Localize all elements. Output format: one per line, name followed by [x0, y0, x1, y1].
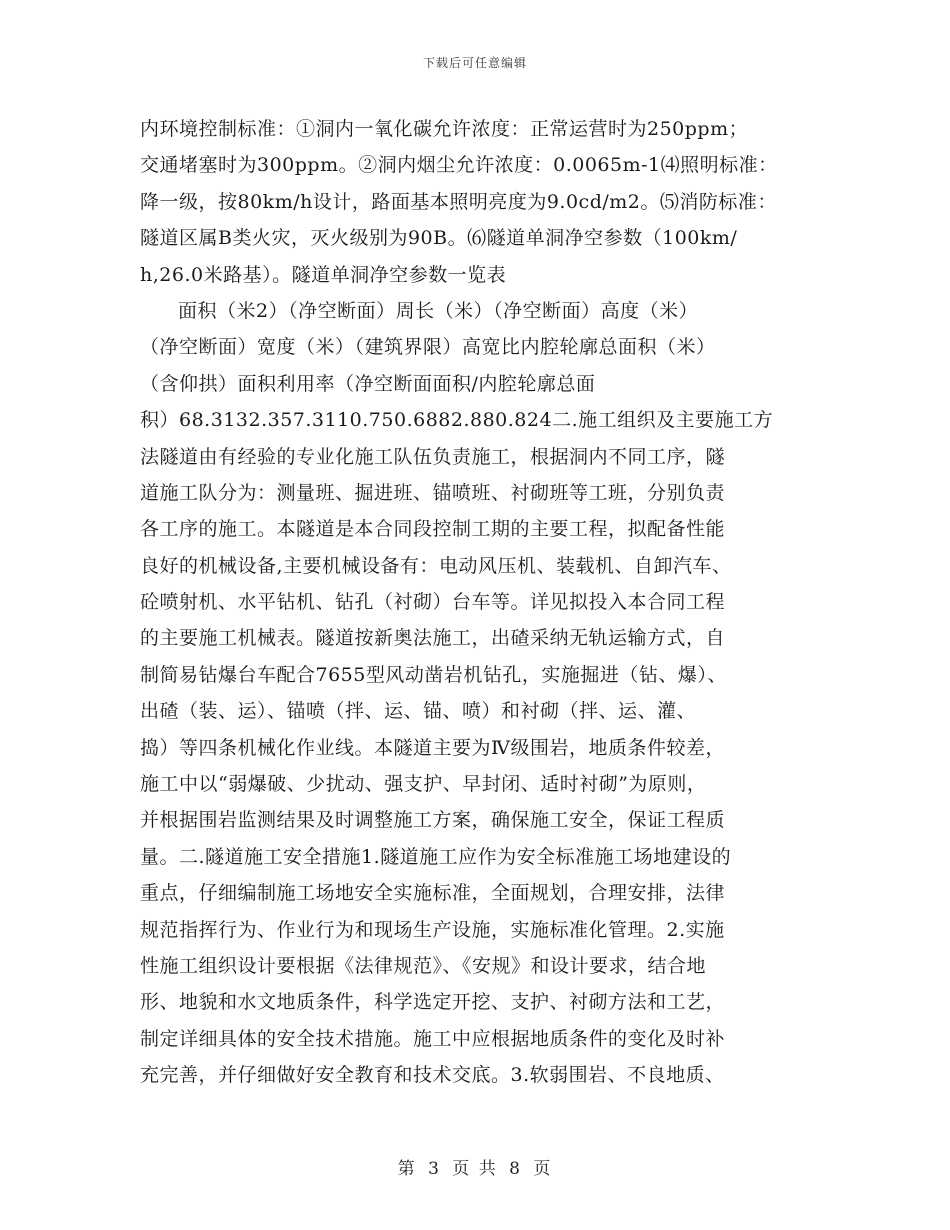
footer-middle: 页 共	[452, 1159, 498, 1179]
body-line: （含仰拱）面积利用率（净空断面面积/内腔轮廓总面	[140, 372, 596, 395]
body-line: 道施工队分为：测量班、掘进班、锚喷班、衬砌班等工班，分别负责	[140, 481, 726, 504]
body-line: 施工中以“弱爆破、少扰动、强支护、早封闭、适时衬砌”为原则，	[140, 773, 707, 796]
body-line: 形、地貌和水文地质条件，科学选定开挖、支护、衬砌方法和工艺，	[140, 991, 726, 1014]
page-header: 下载后可任意编辑	[422, 56, 527, 70]
body-line: 制定详细具体的安全技术措施。施工中应根据地质条件的变化及时补	[140, 1027, 726, 1050]
body-line: 内环境控制标准：①洞内一氧化碳允许浓度：正常运营时为250ppm；	[140, 118, 749, 140]
body-line: 性施工组织设计要根据《法律规范》、《安规》和设计要求，结合地	[140, 954, 707, 977]
body-line: 降一级，按80km/h设计，路面基本照明亮度为9.0cd/m2。⑸消防标准：	[140, 190, 777, 213]
body-line: h,26.0米路基）。隧道单洞净空参数一览表	[140, 263, 507, 286]
body-line: 重点，仔细编制施工场地安全实施标准，全面规划，合理安排，法律	[140, 882, 726, 905]
body-line: 砼喷射机、水平钻机、钻孔（衬砌）台车等。详见拟投入本合同工程	[140, 591, 726, 614]
body-line: 制简易钻爆台车配合7655型风动凿岩机钻孔，实施掘进（钻、爆）、	[140, 663, 727, 686]
body-line: 积）68.3132.357.3110.750.6882.880.824二.施工组织及主要施工方	[140, 409, 774, 432]
body-line: 的主要施工机械表。隧道按新奥法施工，出碴采纳无轨运输方式，自	[140, 627, 726, 650]
body-line: 充完善，并仔细做好安全教育和技术交底。3.软弱围岩、不良地质、	[140, 1064, 725, 1087]
document-body	[140, 111, 820, 1094]
footer-suffix: 页	[533, 1159, 553, 1179]
body-line: 捣）等四条机械化作业线。本隧道主要为Ⅳ级围岩，地质条件较差，	[140, 736, 725, 759]
table-caption-line: 面积（米2）（净空断面）周长（米）（净空断面）高度（米）	[178, 299, 699, 322]
total-page-count: 8	[509, 1159, 522, 1179]
body-line: 法隧道由有经验的专业化施工队伍负责施工，根据洞内不同工序，隧	[140, 445, 726, 468]
footer-prefix: 第	[397, 1159, 417, 1179]
body-line: 并根据围岩监测结果及时调整施工方案，确保施工安全，保证工程质	[140, 809, 726, 832]
page-footer	[0, 1154, 950, 1179]
body-line: 良好的机械设备,主要机械设备有：电动风压机、装载机、自卸汽车、	[140, 554, 732, 577]
body-line: 量。二.隧道施工安全措施1.隧道施工应作为安全标准施工场地建设的	[140, 845, 732, 868]
body-line: 出碴（装、运）、锚喷（拌、运、锚、喷）和衬砌（拌、运、灌、	[140, 700, 697, 723]
body-line: （净空断面）宽度（米）（建筑界限）高宽比内腔轮廓总面积（米）	[140, 336, 716, 359]
current-page-number: 3	[428, 1159, 441, 1179]
body-line: 隧道区属B类火灾，灭火级别为90B。⑹隧道单洞净空参数（100km/	[140, 227, 738, 250]
body-line: 各工序的施工。本隧道是本合同段控制工期的主要工程，拟配备性能	[140, 518, 726, 541]
body-line: 交通堵塞时为300ppm。②洞内烟尘允许浓度：0.0065m-1⑷照明标准：	[140, 154, 778, 177]
body-line: 规范指挥行为、作业行为和现场生产设施，实施标准化管理。2.实施	[140, 918, 725, 941]
